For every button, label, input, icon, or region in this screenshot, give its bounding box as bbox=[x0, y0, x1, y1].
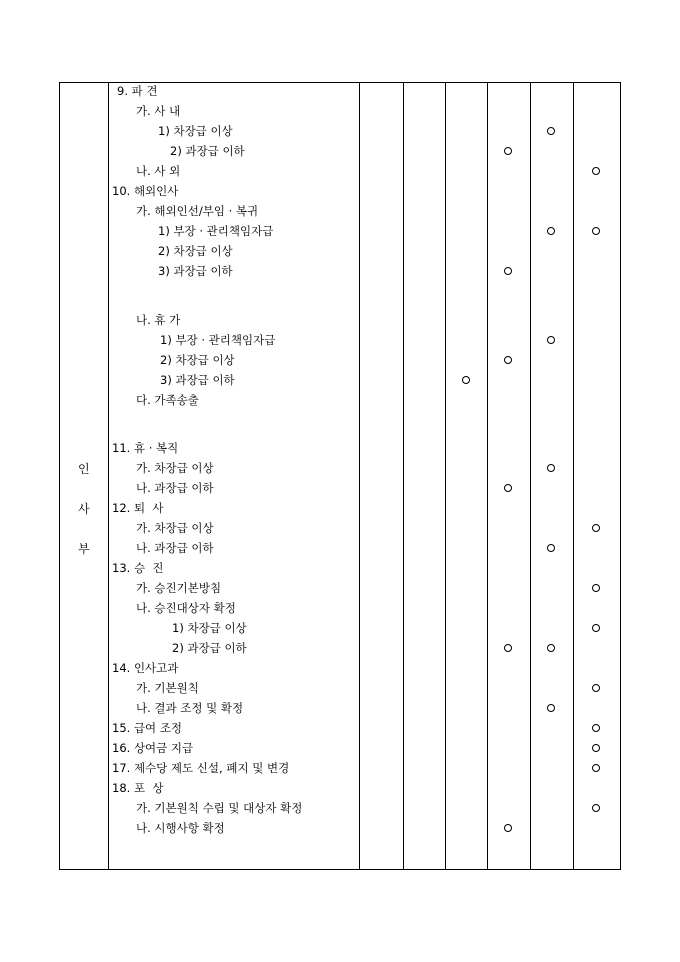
approval-mark-circle bbox=[547, 544, 555, 552]
item-label: 나. 결과 조정 및 확정 bbox=[136, 701, 244, 715]
item-label: 3) 과장급 이하 bbox=[158, 264, 233, 278]
item-label: 11. 휴 · 복직 bbox=[112, 441, 179, 455]
approval-mark-circle bbox=[547, 704, 555, 712]
item-label: 가. 해외인선/부임 · 복귀 bbox=[136, 204, 259, 218]
item-label: 2) 과장급 이하 bbox=[170, 144, 245, 158]
column-divider bbox=[445, 83, 446, 869]
approval-mark-circle bbox=[462, 376, 470, 384]
item-label: 가. 기본원칙 bbox=[136, 681, 199, 695]
department-label-3: 부 bbox=[78, 542, 90, 556]
item-label: 2) 차장급 이상 bbox=[160, 353, 235, 367]
approval-mark-circle bbox=[504, 644, 512, 652]
approval-mark-circle bbox=[592, 227, 600, 235]
approval-mark-circle bbox=[592, 584, 600, 592]
item-label: 9. 파 견 bbox=[117, 84, 158, 98]
item-label: 가. 승진기본방침 bbox=[136, 581, 222, 595]
item-label: 가. 기본원칙 수립 및 대상자 확정 bbox=[136, 801, 303, 815]
approval-mark-circle bbox=[504, 147, 512, 155]
item-label: 17. 제수당 제도 신설, 폐지 및 변경 bbox=[112, 761, 290, 775]
item-label: 가. 차장급 이상 bbox=[136, 461, 214, 475]
approval-mark-circle bbox=[592, 524, 600, 532]
item-label: 18. 포 상 bbox=[112, 781, 164, 795]
item-label: 나. 과장급 이하 bbox=[136, 481, 214, 495]
column-divider bbox=[403, 83, 404, 869]
approval-mark-circle bbox=[592, 744, 600, 752]
approval-mark-circle bbox=[504, 267, 512, 275]
item-label: 13. 승 진 bbox=[112, 561, 164, 575]
item-label: 1) 부장 · 관리책임자급 bbox=[158, 224, 274, 238]
item-label: 가. 사 내 bbox=[136, 104, 181, 118]
approval-mark-circle bbox=[547, 464, 555, 472]
department-label-1: 인 bbox=[78, 462, 90, 476]
item-label: 15. 급여 조정 bbox=[112, 721, 183, 735]
approval-mark-circle bbox=[547, 127, 555, 135]
approval-mark-circle bbox=[504, 824, 512, 832]
approval-mark-circle bbox=[547, 227, 555, 235]
approval-mark-circle bbox=[547, 644, 555, 652]
item-label: 14. 인사고과 bbox=[112, 661, 179, 675]
item-label: 나. 시행사항 확정 bbox=[136, 821, 225, 835]
approval-mark-circle bbox=[592, 764, 600, 772]
item-label: 12. 퇴 사 bbox=[112, 501, 164, 515]
approval-mark-circle bbox=[504, 484, 512, 492]
approval-mark-circle bbox=[592, 804, 600, 812]
item-label: 2) 과장급 이하 bbox=[172, 641, 247, 655]
item-label: 1) 차장급 이상 bbox=[172, 621, 247, 635]
item-label: 다. 가족송출 bbox=[136, 393, 199, 407]
column-divider bbox=[108, 83, 109, 869]
item-label: 2) 차장급 이상 bbox=[158, 244, 233, 258]
item-label: 16. 상여금 지급 bbox=[112, 741, 194, 755]
column-divider bbox=[487, 83, 488, 869]
approval-mark-circle bbox=[592, 684, 600, 692]
item-label: 10. 해외인사 bbox=[112, 184, 179, 198]
item-label: 나. 사 외 bbox=[136, 164, 181, 178]
column-divider bbox=[573, 83, 574, 869]
column-divider bbox=[530, 83, 531, 869]
approval-mark-circle bbox=[592, 624, 600, 632]
approval-mark-circle bbox=[592, 724, 600, 732]
approval-mark-circle bbox=[592, 167, 600, 175]
department-label-2: 사 bbox=[78, 502, 90, 516]
item-label: 1) 차장급 이상 bbox=[158, 124, 233, 138]
item-label: 1) 부장 · 관리책임자급 bbox=[160, 333, 276, 347]
column-divider bbox=[359, 83, 360, 869]
approval-mark-circle bbox=[547, 336, 555, 344]
item-label: 3) 과장급 이하 bbox=[160, 373, 235, 387]
approval-mark-circle bbox=[504, 356, 512, 364]
item-label: 나. 승진대상자 확정 bbox=[136, 601, 236, 615]
item-label: 나. 휴 가 bbox=[136, 313, 181, 327]
item-label: 나. 과장급 이하 bbox=[136, 541, 214, 555]
item-label: 가. 차장급 이상 bbox=[136, 521, 214, 535]
